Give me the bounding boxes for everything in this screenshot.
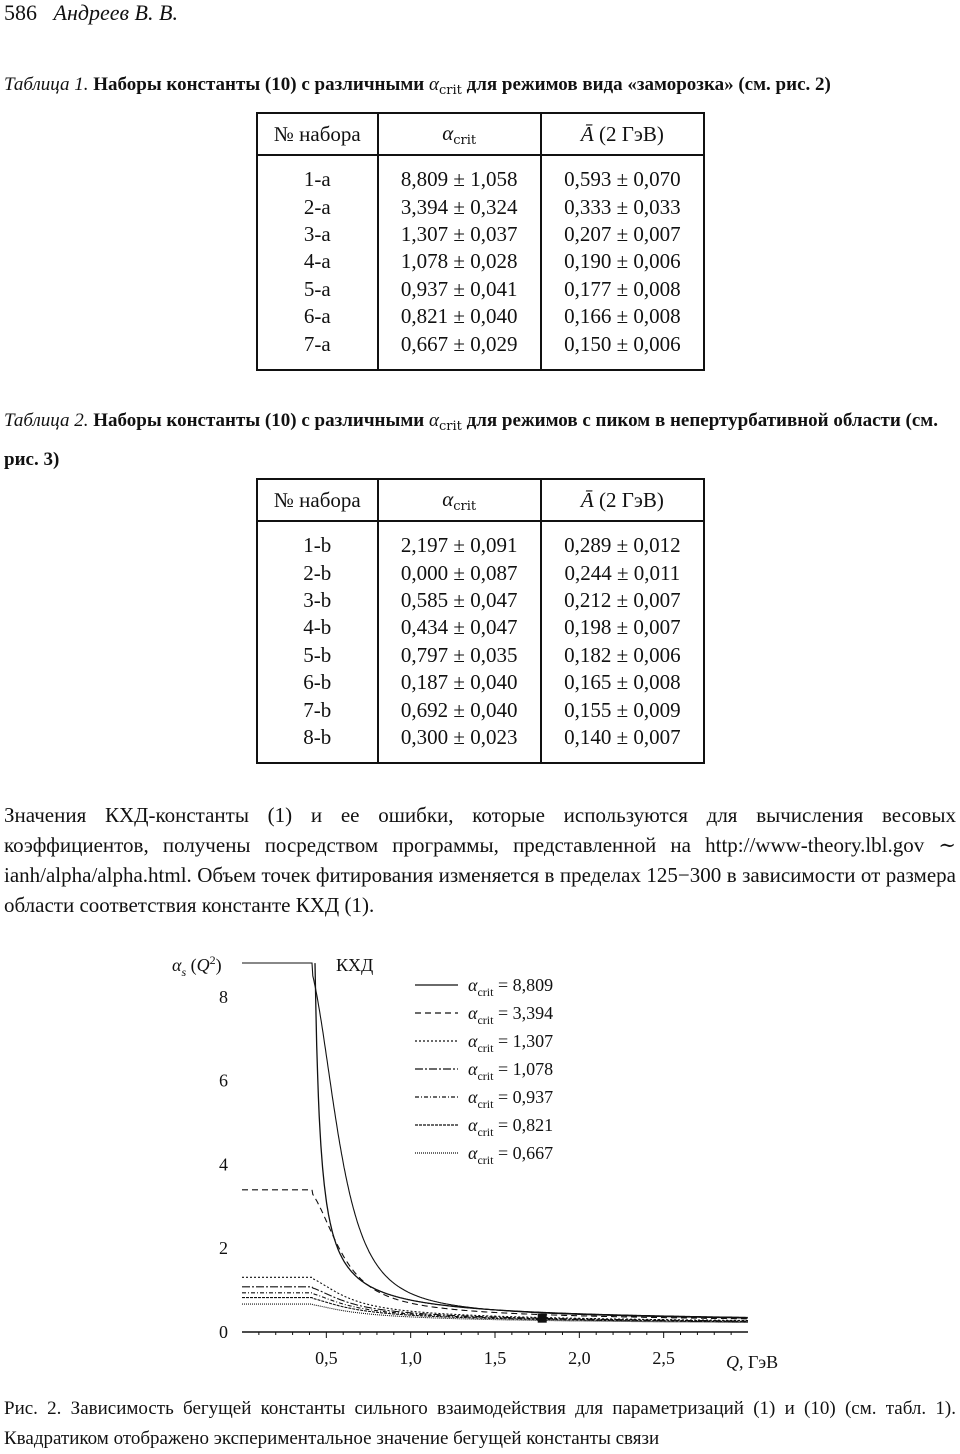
table1-header-set: № набора bbox=[257, 113, 378, 155]
y-tick-label: 0 bbox=[219, 1322, 228, 1342]
table2-row bbox=[257, 696, 704, 723]
legend-entry: $\alpha_{crit} = 8,809$ bbox=[468, 975, 554, 999]
table1-set-cell: 2-a bbox=[303, 194, 331, 219]
table2-header-a: Ā (2 ГэВ) bbox=[541, 479, 704, 521]
table1-alpha-cell: 0,667 ± 0,029 bbox=[378, 330, 541, 369]
table2-a-cell: 0,165 ± 0,008 bbox=[541, 669, 704, 696]
legend-entry: $\alpha_{crit} = 1,307$ bbox=[468, 1031, 554, 1055]
table1-a-cell: 0,207 ± 0,007 bbox=[541, 221, 704, 248]
table2-header-set: № набора bbox=[257, 479, 378, 521]
y-axis-label: $\alpha_s$ $(Q^2)$ bbox=[172, 953, 222, 979]
table1-row bbox=[257, 155, 704, 193]
legend-entry: $\alpha_{crit} = 1,078$ bbox=[468, 1059, 554, 1083]
table2-a-cell: 0,212 ± 0,007 bbox=[541, 587, 704, 614]
table1-alpha-cell: 3,394 ± 0,324 bbox=[378, 193, 541, 220]
table2-title-tail: для режимов с пиком в непертурбативной области (см. рис. 3) bbox=[4, 410, 938, 470]
table1-set-cell: 4-a bbox=[303, 249, 331, 274]
series-curve bbox=[242, 1304, 748, 1322]
table2-set-cell: 5-b bbox=[303, 642, 332, 667]
legend-entry: $\alpha_{crit} = 0,937$ bbox=[468, 1087, 554, 1111]
table2-a-cell: 0,289 ± 0,012 bbox=[541, 521, 704, 559]
table2-label: Таблица 2. bbox=[4, 410, 89, 431]
table2-alpha-cell: 0,187 ± 0,040 bbox=[378, 669, 541, 696]
table1-set-cell: 6-a bbox=[303, 304, 331, 329]
table1-a-cell: 0,166 ± 0,008 bbox=[541, 303, 704, 330]
table2-alpha-cell: 0,797 ± 0,035 bbox=[378, 642, 541, 669]
table1-alpha-cell: 8,809 ± 1,058 bbox=[378, 155, 541, 193]
table2-title: Наборы константы (10) с различными bbox=[93, 410, 425, 431]
table1-a-cell: 0,177 ± 0,008 bbox=[541, 276, 704, 303]
page-header bbox=[4, 0, 178, 26]
table1-alpha-cell: 0,821 ± 0,040 bbox=[378, 303, 541, 330]
table1-row bbox=[257, 303, 704, 330]
body-paragraph: Значения КХД-константы (1) и ее ошибки, которые используются для вычисления весовых коэффициентов, получены посредством программы, представленной на http://www-theory.lbl.gov ∼ ianh/alpha/alpha.html. Объем точек фитирования изменяется в пределах 125−300 в зависимости от размера области соответствия константе КХД (1). bbox=[4, 803, 956, 917]
table1-title-tail: для режимов вида «заморозка» (см. рис. 2) bbox=[466, 74, 831, 95]
table2-alpha-cell: 0,692 ± 0,040 bbox=[378, 696, 541, 723]
table2-row bbox=[257, 614, 704, 641]
table1-a-cell: 0,593 ± 0,070 bbox=[541, 155, 704, 193]
table1-row bbox=[257, 248, 704, 275]
legend-entry: $\alpha_{crit} = 0,821$ bbox=[468, 1115, 554, 1139]
qcd-label: КХД bbox=[336, 955, 374, 975]
table1-alpha-cell: 1,307 ± 0,037 bbox=[378, 221, 541, 248]
table1-a-cell: 0,333 ± 0,033 bbox=[541, 193, 704, 220]
table1-alpha-cell: 1,078 ± 0,028 bbox=[378, 248, 541, 275]
y-tick-label: 2 bbox=[219, 1238, 228, 1259]
table1-header-a: Ā (2 ГэВ) bbox=[541, 113, 704, 155]
table2-title-alpha: α bbox=[428, 410, 439, 431]
table1-label: Таблица 1. bbox=[4, 74, 89, 95]
table2-alpha-cell: 0,000 ± 0,087 bbox=[378, 559, 541, 586]
table2-row bbox=[257, 587, 704, 614]
series-curve bbox=[242, 1277, 748, 1320]
table1-set-cell: 3-a bbox=[303, 221, 331, 246]
table2-set-cell: 1-b bbox=[303, 533, 332, 558]
table2-set-cell: 3-b bbox=[303, 587, 332, 612]
table1-a-cell: 0,190 ± 0,006 bbox=[541, 248, 704, 275]
x-axis-label: Q, ГэВ bbox=[726, 1352, 779, 1372]
table2-row bbox=[257, 521, 704, 559]
table1-caption bbox=[4, 68, 956, 107]
alpha-s-chart bbox=[160, 945, 800, 1385]
table2-a-cell: 0,182 ± 0,006 bbox=[541, 642, 704, 669]
x-tick-label: 2,5 bbox=[652, 1348, 675, 1368]
y-tick-label: 4 bbox=[219, 1154, 228, 1175]
table1-set-cell: 1-a bbox=[303, 167, 331, 192]
table2 bbox=[256, 478, 705, 764]
x-tick-label: 2,0 bbox=[568, 1348, 591, 1368]
table2-row bbox=[257, 559, 704, 586]
table1-a-cell: 0,150 ± 0,006 bbox=[541, 330, 704, 369]
table2-alpha-cell: 0,434 ± 0,047 bbox=[378, 614, 541, 641]
table1-set-cell: 5-a bbox=[303, 276, 331, 301]
table1-title: Наборы константы (10) с различными bbox=[93, 74, 425, 95]
table2-row bbox=[257, 642, 704, 669]
table2-set-cell: 4-b bbox=[303, 615, 332, 640]
table2-caption bbox=[4, 404, 956, 476]
x-tick-label: 1,5 bbox=[483, 1348, 507, 1368]
table1-row bbox=[257, 276, 704, 303]
table2-a-cell: 0,244 ± 0,011 bbox=[541, 559, 704, 586]
experimental-point bbox=[538, 1314, 547, 1323]
table1-alpha-cell: 0,937 ± 0,041 bbox=[378, 276, 541, 303]
page-number: 586 bbox=[4, 0, 37, 25]
legend-entry: $\alpha_{crit} = 0,667$ bbox=[468, 1143, 554, 1167]
table2-alpha-cell: 0,300 ± 0,023 bbox=[378, 724, 541, 763]
y-tick-label: 8 bbox=[219, 986, 228, 1007]
table1-row bbox=[257, 193, 704, 220]
table2-set-cell: 6-b bbox=[303, 670, 332, 695]
table2-a-cell: 0,140 ± 0,007 bbox=[541, 724, 704, 763]
table1-row bbox=[257, 221, 704, 248]
page-author: Андреев В. В. bbox=[53, 0, 178, 25]
table2-set-cell: 2-b bbox=[303, 560, 332, 585]
figure-caption: Рис. 2. Зависимость бегущей константы сильного взаимодействия для параметризаций (1) и (10) (см. табл. 1). Квадратиком отображено экспериментальное значение бегущей константы связи bbox=[4, 1398, 956, 1449]
y-tick-label: 6 bbox=[219, 1070, 228, 1091]
table2-set-cell: 7-b bbox=[303, 697, 332, 722]
table2-alpha-cell: 2,197 ± 0,091 bbox=[378, 521, 541, 559]
table1-header-alpha: $\alpha_{crit}$ bbox=[378, 113, 541, 155]
table1-title-sub: crit bbox=[438, 83, 462, 98]
table1 bbox=[256, 112, 705, 371]
table2-a-cell: 0,198 ± 0,007 bbox=[541, 614, 704, 641]
table2-a-cell: 0,155 ± 0,009 bbox=[541, 696, 704, 723]
legend-entry: $\alpha_{crit} = 3,394$ bbox=[468, 1003, 554, 1027]
table1-row bbox=[257, 330, 704, 369]
table2-title-sub: crit bbox=[438, 419, 462, 434]
table1-set-cell: 7-a bbox=[303, 331, 331, 356]
table2-row bbox=[257, 724, 704, 763]
table1-title-alpha: α bbox=[428, 74, 439, 95]
table2-alpha-cell: 0,585 ± 0,047 bbox=[378, 587, 541, 614]
table2-header-alpha: $\alpha_{crit}$ bbox=[378, 479, 541, 521]
x-tick-label: 1,0 bbox=[399, 1348, 422, 1368]
table2-set-cell: 8-b bbox=[303, 724, 332, 749]
figure-2 bbox=[160, 945, 800, 1390]
table2-row bbox=[257, 669, 704, 696]
x-tick-label: 0,5 bbox=[315, 1348, 338, 1368]
